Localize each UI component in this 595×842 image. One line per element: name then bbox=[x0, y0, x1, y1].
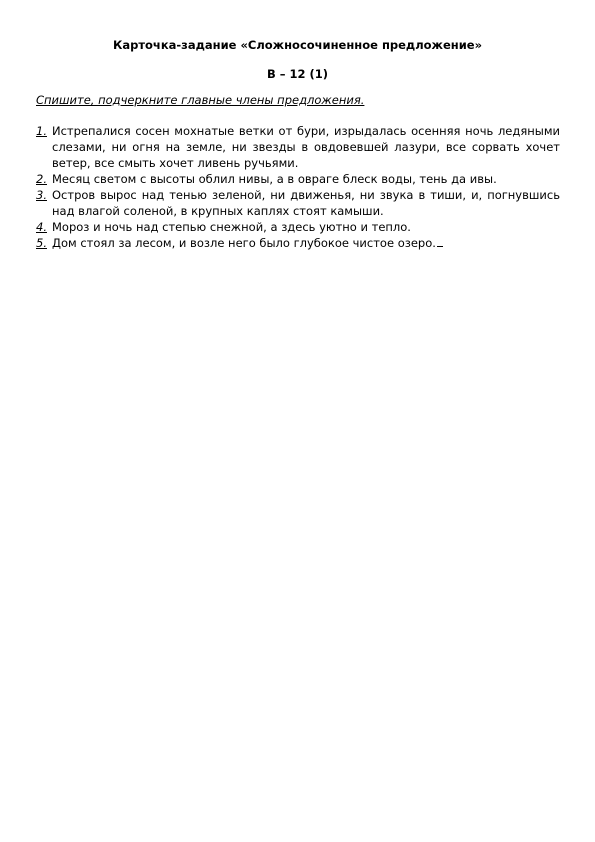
task-instruction: Спишите, подчеркните главные члены предложения. bbox=[36, 93, 365, 107]
list-item bbox=[36, 187, 560, 219]
variant-label: В – 12 (1) bbox=[266, 67, 329, 81]
item-text: Месяц светом с высоты облил нивы, а в овраге блеск воды, тень да ивы. bbox=[52, 172, 497, 186]
item-number: 2. bbox=[36, 172, 47, 186]
underscore-mark bbox=[437, 235, 443, 247]
item-text: Дом стоял за лесом, и возле него было глубокое чистое озеро. bbox=[52, 236, 436, 250]
list-item bbox=[36, 219, 560, 235]
list-item bbox=[36, 235, 560, 251]
item-text: Истрепалися сосен мохнатые ветки от бури, изрыдалась осенняя ночь ледяными слезами, ни огня на земле, ни звезды в овдовевшей лазури, все сорвать хочет ветер, все смыть хочет ливень ручьями. bbox=[52, 124, 560, 170]
item-text: Остров вырос над тенью зеленой, ни движенья, ни звука в тиши, и, погнувшись над влагой соленой, в крупных каплях стоят камыши. bbox=[52, 188, 560, 218]
sentence-list bbox=[36, 123, 560, 251]
item-text: Мороз и ночь над степью снежной, а здесь уютно и тепло. bbox=[52, 220, 411, 234]
page-title: Карточка-задание «Сложносочиненное предложение» bbox=[112, 38, 483, 52]
item-number: 5. bbox=[36, 236, 47, 250]
item-number: 1. bbox=[36, 124, 47, 138]
list-item bbox=[36, 123, 560, 171]
item-number: 4. bbox=[36, 220, 47, 234]
list-item bbox=[36, 171, 560, 187]
item-number: 3. bbox=[36, 188, 47, 202]
